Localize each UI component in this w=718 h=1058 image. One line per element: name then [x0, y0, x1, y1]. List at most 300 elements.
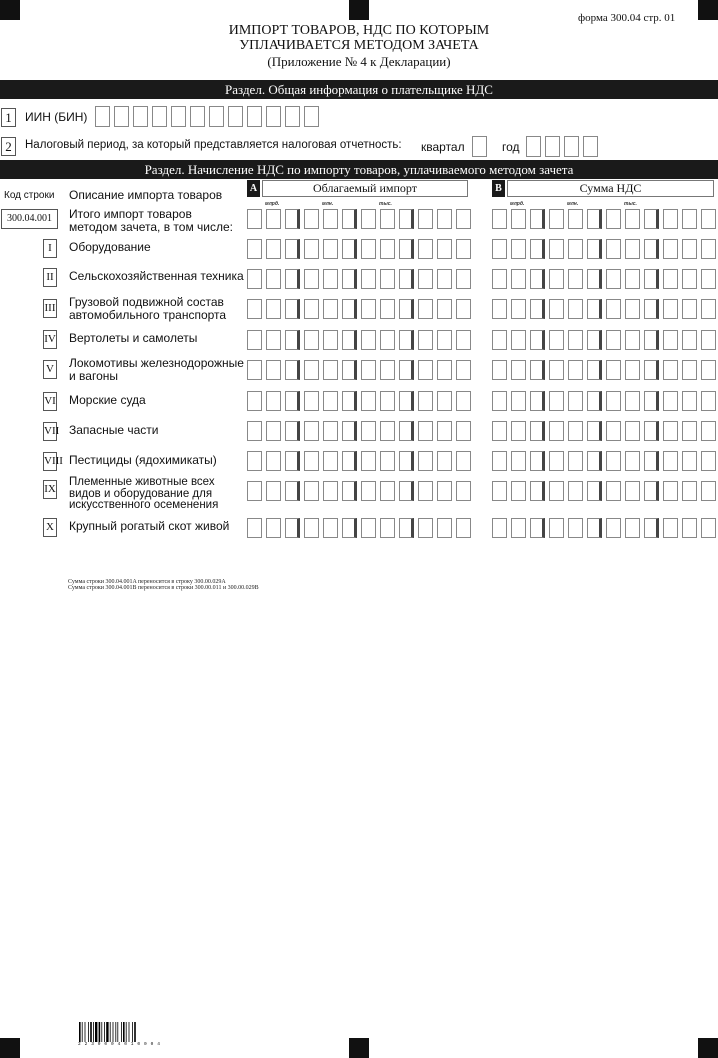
vat-amount-digit-cell[interactable] — [587, 421, 602, 441]
vat-amount-digit-cell[interactable] — [625, 481, 640, 501]
taxable-import-digit-cell[interactable] — [437, 360, 452, 380]
vat-amount-digit-cell[interactable] — [511, 451, 526, 471]
taxable-import-digit-cell[interactable] — [247, 299, 262, 319]
taxable-import-digit-cell[interactable] — [380, 421, 395, 441]
taxable-import-digit-cell[interactable] — [247, 239, 262, 259]
vat-amount-digit-cell[interactable] — [549, 421, 564, 441]
vat-amount-digit-cell[interactable] — [587, 209, 602, 229]
taxable-import-digit-cell[interactable] — [323, 451, 338, 471]
vat-amount-digit-cell[interactable] — [625, 518, 640, 538]
vat-amount-digit-cell[interactable] — [492, 239, 507, 259]
taxable-import-digit-cell[interactable] — [247, 269, 262, 289]
vat-amount-digit-cell[interactable] — [549, 299, 564, 319]
iin-digit-cell[interactable] — [171, 106, 186, 127]
taxable-import-digit-cell[interactable] — [304, 239, 319, 259]
taxable-import-digit-cell[interactable] — [437, 239, 452, 259]
taxable-import-digit-cell[interactable] — [456, 451, 471, 471]
vat-amount-digit-cell[interactable] — [511, 481, 526, 501]
main-row-code: 300.04.001 — [1, 209, 58, 229]
vat-amount-digit-cell[interactable] — [625, 269, 640, 289]
barcode-bar — [117, 1022, 118, 1042]
taxable-import-digit-cell[interactable] — [304, 481, 319, 501]
taxable-import-digit-cell[interactable] — [247, 391, 262, 411]
vat-amount-digit-cell[interactable] — [587, 391, 602, 411]
vat-amount-digit-cell[interactable] — [663, 330, 678, 350]
vat-amount-digit-cell[interactable] — [682, 299, 697, 319]
taxable-import-digit-cell[interactable] — [342, 269, 357, 289]
taxable-import-digit-cell[interactable] — [456, 209, 471, 229]
taxable-import-digit-cell[interactable] — [361, 518, 376, 538]
year-digit-cell[interactable] — [564, 136, 579, 157]
vat-amount-digit-cell[interactable] — [492, 299, 507, 319]
taxable-import-digit-cell[interactable] — [437, 391, 452, 411]
iin-digit-cell[interactable] — [285, 106, 300, 127]
taxable-import-digit-cell[interactable] — [285, 360, 300, 380]
vat-amount-digit-cell[interactable] — [511, 269, 526, 289]
vat-amount-digit-cell[interactable] — [606, 239, 621, 259]
vat-amount-digit-cell[interactable] — [568, 360, 583, 380]
vat-amount-digit-cell[interactable] — [568, 481, 583, 501]
iin-digit-cell[interactable] — [266, 106, 281, 127]
taxable-import-digit-cell[interactable] — [247, 421, 262, 441]
vat-amount-digit-cell[interactable] — [663, 360, 678, 380]
vat-amount-digit-cell[interactable] — [549, 518, 564, 538]
vat-amount-digit-cell[interactable] — [492, 518, 507, 538]
vat-amount-digit-cell[interactable] — [511, 421, 526, 441]
taxable-import-digit-cell[interactable] — [456, 360, 471, 380]
taxable-import-digit-cell[interactable] — [342, 421, 357, 441]
vat-amount-digit-cell[interactable] — [568, 330, 583, 350]
vat-amount-digit-cell[interactable] — [625, 451, 640, 471]
main-row-desc-line2: методом зачета, в том числе: — [69, 220, 233, 234]
taxable-import-digit-cell[interactable] — [342, 330, 357, 350]
vat-amount-digit-cell[interactable] — [644, 209, 659, 229]
vat-amount-digit-cell[interactable] — [606, 518, 621, 538]
taxable-import-digit-cell[interactable] — [399, 481, 414, 501]
vat-amount-digit-cell[interactable] — [644, 330, 659, 350]
vat-amount-digit-cell[interactable] — [606, 269, 621, 289]
taxable-import-digit-cell[interactable] — [456, 299, 471, 319]
taxable-import-digit-cell[interactable] — [323, 239, 338, 259]
vat-amount-digit-cell[interactable] — [625, 360, 640, 380]
taxable-import-digit-cell[interactable] — [323, 421, 338, 441]
taxable-import-digit-cell[interactable] — [399, 518, 414, 538]
taxable-import-digit-cell[interactable] — [304, 330, 319, 350]
taxable-import-digit-cell[interactable] — [456, 239, 471, 259]
vat-amount-digit-cell[interactable] — [511, 239, 526, 259]
taxable-import-digit-cell[interactable] — [342, 481, 357, 501]
vat-amount-digit-cell[interactable] — [644, 239, 659, 259]
vat-amount-digit-cell[interactable] — [511, 209, 526, 229]
taxable-import-digit-cell[interactable] — [304, 391, 319, 411]
taxable-import-digit-cell[interactable] — [266, 209, 281, 229]
taxable-import-digit-cell[interactable] — [323, 360, 338, 380]
iin-digit-cell[interactable] — [152, 106, 167, 127]
vat-amount-digit-cell[interactable] — [492, 451, 507, 471]
vat-amount-digit-cell[interactable] — [644, 451, 659, 471]
taxable-import-digit-cell[interactable] — [266, 299, 281, 319]
taxable-import-digit-cell[interactable] — [437, 299, 452, 319]
taxable-import-digit-cell[interactable] — [418, 518, 433, 538]
taxable-import-digit-cell[interactable] — [418, 391, 433, 411]
vat-amount-digit-cell[interactable] — [492, 330, 507, 350]
taxable-import-digit-cell[interactable] — [380, 269, 395, 289]
iin-digit-cell[interactable] — [304, 106, 319, 127]
taxable-import-digit-cell[interactable] — [399, 421, 414, 441]
iin-digit-cell[interactable] — [95, 106, 110, 127]
row-roman-numeral: V — [43, 360, 57, 379]
vat-amount-digit-cell[interactable] — [625, 299, 640, 319]
taxable-import-digit-cell[interactable] — [285, 269, 300, 289]
vat-amount-digit-cell[interactable] — [492, 421, 507, 441]
vat-amount-digit-cell[interactable] — [701, 518, 716, 538]
taxable-import-digit-cell[interactable] — [285, 518, 300, 538]
vat-amount-digit-cell[interactable] — [492, 391, 507, 411]
taxable-import-digit-cell[interactable] — [266, 360, 281, 380]
taxable-import-digit-cell[interactable] — [285, 421, 300, 441]
vat-amount-digit-cell[interactable] — [606, 421, 621, 441]
vat-amount-digit-cell[interactable] — [625, 330, 640, 350]
taxable-import-digit-cell[interactable] — [323, 391, 338, 411]
taxable-import-digit-cell[interactable] — [399, 269, 414, 289]
taxable-import-digit-cell[interactable] — [304, 451, 319, 471]
vat-amount-digit-cell[interactable] — [549, 239, 564, 259]
taxable-import-digit-cell[interactable] — [418, 299, 433, 319]
taxable-import-digit-cell[interactable] — [399, 360, 414, 380]
vat-amount-digit-cell[interactable] — [492, 209, 507, 229]
vat-amount-digit-cell[interactable] — [492, 269, 507, 289]
taxable-import-digit-cell[interactable] — [380, 209, 395, 229]
taxable-import-digit-cell[interactable] — [380, 481, 395, 501]
taxable-import-digit-cell[interactable] — [418, 481, 433, 501]
vat-amount-digit-cell[interactable] — [701, 299, 716, 319]
taxable-import-digit-cell[interactable] — [247, 518, 262, 538]
taxable-import-digit-cell[interactable] — [247, 451, 262, 471]
vat-amount-digit-cell[interactable] — [530, 299, 545, 319]
taxable-import-digit-cell[interactable] — [361, 299, 376, 319]
taxable-import-digit-cell[interactable] — [456, 481, 471, 501]
vat-amount-digit-cell[interactable] — [587, 269, 602, 289]
taxable-import-digit-cell[interactable] — [437, 518, 452, 538]
vat-amount-digit-cell[interactable] — [530, 391, 545, 411]
taxable-import-digit-cell[interactable] — [361, 269, 376, 289]
vat-amount-digit-cell[interactable] — [530, 481, 545, 501]
vat-amount-digit-cell[interactable] — [606, 360, 621, 380]
vat-amount-digit-cell[interactable] — [549, 209, 564, 229]
taxable-import-digit-cell[interactable] — [247, 360, 262, 380]
vat-amount-digit-cell[interactable] — [568, 391, 583, 411]
vat-amount-digit-cell[interactable] — [530, 518, 545, 538]
taxable-import-digit-cell[interactable] — [361, 391, 376, 411]
iin-digit-cell[interactable] — [228, 106, 243, 127]
taxable-import-digit-cell[interactable] — [323, 481, 338, 501]
vat-amount-digit-cell[interactable] — [549, 451, 564, 471]
vat-amount-digit-cell[interactable] — [587, 451, 602, 471]
quarter-input[interactable] — [472, 136, 487, 157]
vat-amount-digit-cell[interactable] — [549, 269, 564, 289]
vat-amount-digit-cell[interactable] — [644, 391, 659, 411]
taxable-import-digit-cell[interactable] — [361, 451, 376, 471]
vat-amount-digit-cell[interactable] — [530, 421, 545, 441]
vat-amount-digit-cell[interactable] — [663, 481, 678, 501]
vat-amount-digit-cell[interactable] — [644, 269, 659, 289]
taxable-import-digit-cell[interactable] — [304, 518, 319, 538]
taxable-import-digit-cell[interactable] — [380, 391, 395, 411]
taxable-import-digit-cell[interactable] — [361, 330, 376, 350]
vat-amount-digit-cell[interactable] — [530, 330, 545, 350]
taxable-import-digit-cell[interactable] — [285, 330, 300, 350]
vat-amount-digit-cell[interactable] — [663, 299, 678, 319]
taxable-import-digit-cell[interactable] — [380, 299, 395, 319]
taxable-import-digit-cell[interactable] — [342, 299, 357, 319]
vat-amount-digit-cell[interactable] — [549, 360, 564, 380]
vat-amount-digit-cell[interactable] — [682, 391, 697, 411]
vat-amount-digit-cell[interactable] — [663, 451, 678, 471]
vat-amount-digit-cell[interactable] — [682, 209, 697, 229]
vat-amount-digit-cell[interactable] — [568, 239, 583, 259]
taxable-import-digit-cell[interactable] — [247, 330, 262, 350]
taxable-import-digit-cell[interactable] — [266, 239, 281, 259]
vat-amount-digit-cell[interactable] — [587, 299, 602, 319]
iin-digit-cell[interactable] — [114, 106, 129, 127]
field-number-1: 1 — [1, 108, 16, 127]
row-roman-numeral: VIII — [43, 452, 57, 471]
taxable-import-digit-cell[interactable] — [304, 209, 319, 229]
vat-amount-digit-cell[interactable] — [663, 269, 678, 289]
taxable-import-digit-cell[interactable] — [437, 209, 452, 229]
taxable-import-digit-cell[interactable] — [247, 481, 262, 501]
vat-amount-digit-cell[interactable] — [587, 360, 602, 380]
row-roman-numeral: III — [43, 299, 57, 318]
year-digit-cell[interactable] — [583, 136, 598, 157]
taxable-import-digit-cell[interactable] — [285, 391, 300, 411]
taxable-import-digit-cell[interactable] — [266, 269, 281, 289]
vat-amount-digit-cell[interactable] — [663, 518, 678, 538]
taxable-import-digit-cell[interactable] — [456, 269, 471, 289]
vat-amount-digit-cell[interactable] — [511, 360, 526, 380]
vat-amount-digit-cell[interactable] — [682, 360, 697, 380]
vat-amount-digit-cell[interactable] — [625, 239, 640, 259]
year-digit-cell[interactable] — [526, 136, 541, 157]
barcode-bar — [129, 1022, 130, 1042]
vat-amount-digit-cell[interactable] — [701, 269, 716, 289]
taxable-import-digit-cell[interactable] — [456, 330, 471, 350]
vat-amount-digit-cell[interactable] — [682, 451, 697, 471]
iin-digit-cell[interactable] — [133, 106, 148, 127]
taxable-import-digit-cell[interactable] — [380, 451, 395, 471]
year-digit-cell[interactable] — [545, 136, 560, 157]
taxable-import-digit-cell[interactable] — [266, 330, 281, 350]
vat-amount-digit-cell[interactable] — [701, 360, 716, 380]
taxable-import-digit-cell[interactable] — [456, 391, 471, 411]
taxable-import-digit-cell[interactable] — [399, 209, 414, 229]
barcode-bar — [115, 1022, 116, 1042]
vat-amount-digit-cell[interactable] — [549, 481, 564, 501]
vat-amount-digit-cell[interactable] — [587, 481, 602, 501]
taxable-import-digit-cell[interactable] — [342, 391, 357, 411]
column-a-letter: A — [247, 180, 260, 197]
taxable-import-digit-cell[interactable] — [437, 421, 452, 441]
taxable-import-digit-cell[interactable] — [323, 269, 338, 289]
taxable-import-digit-cell[interactable] — [285, 239, 300, 259]
vat-amount-digit-cell[interactable] — [682, 239, 697, 259]
taxable-import-digit-cell[interactable] — [323, 299, 338, 319]
vat-amount-digit-cell[interactable] — [701, 391, 716, 411]
taxable-import-digit-cell[interactable] — [380, 360, 395, 380]
taxable-import-digit-cell[interactable] — [323, 518, 338, 538]
vat-amount-digit-cell[interactable] — [568, 451, 583, 471]
vat-amount-digit-cell[interactable] — [663, 239, 678, 259]
vat-amount-digit-cell[interactable] — [625, 421, 640, 441]
taxable-import-digit-cell[interactable] — [380, 239, 395, 259]
vat-amount-digit-cell[interactable] — [530, 239, 545, 259]
vat-amount-digit-cell[interactable] — [606, 330, 621, 350]
vat-amount-digit-cell[interactable] — [663, 421, 678, 441]
vat-amount-digit-cell[interactable] — [568, 518, 583, 538]
vat-amount-digit-cell[interactable] — [644, 518, 659, 538]
taxable-import-digit-cell[interactable] — [323, 330, 338, 350]
taxable-import-digit-cell[interactable] — [418, 239, 433, 259]
title-line-1: ИМПОРТ ТОВАРОВ, НДС ПО КОТОРЫМ — [228, 23, 490, 38]
taxable-import-digit-cell[interactable] — [285, 209, 300, 229]
vat-amount-digit-cell[interactable] — [568, 421, 583, 441]
vat-amount-digit-cell[interactable] — [587, 239, 602, 259]
vat-amount-digit-cell[interactable] — [568, 299, 583, 319]
taxable-import-digit-cell[interactable] — [456, 421, 471, 441]
vat-amount-digit-cell[interactable] — [606, 481, 621, 501]
taxable-import-digit-cell[interactable] — [399, 391, 414, 411]
vat-amount-digit-cell[interactable] — [682, 421, 697, 441]
vat-amount-digit-cell[interactable] — [701, 481, 716, 501]
vat-amount-digit-cell[interactable] — [606, 451, 621, 471]
taxable-import-digit-cell[interactable] — [361, 239, 376, 259]
taxable-import-digit-cell[interactable] — [266, 451, 281, 471]
vat-amount-digit-cell[interactable] — [625, 391, 640, 411]
taxable-import-digit-cell[interactable] — [437, 481, 452, 501]
taxable-import-digit-cell[interactable] — [418, 360, 433, 380]
taxable-import-digit-cell[interactable] — [342, 360, 357, 380]
vat-amount-digit-cell[interactable] — [568, 209, 583, 229]
taxable-import-digit-cell[interactable] — [285, 481, 300, 501]
taxable-import-digit-cell[interactable] — [418, 209, 433, 229]
vat-amount-digit-cell[interactable] — [701, 421, 716, 441]
description-column-header: Описание импорта товаров — [69, 188, 223, 202]
taxable-import-digit-cell[interactable] — [247, 209, 262, 229]
vat-amount-digit-cell[interactable] — [644, 481, 659, 501]
vat-amount-digit-cell[interactable] — [663, 391, 678, 411]
vat-amount-digit-cell[interactable] — [682, 269, 697, 289]
vat-amount-digit-cell[interactable] — [606, 299, 621, 319]
taxable-import-digit-cell[interactable] — [437, 330, 452, 350]
vat-amount-digit-cell[interactable] — [587, 518, 602, 538]
vat-amount-digit-cell[interactable] — [701, 451, 716, 471]
vat-amount-digit-cell[interactable] — [663, 209, 678, 229]
barcode-bar — [134, 1022, 136, 1042]
vat-amount-digit-cell[interactable] — [511, 330, 526, 350]
taxable-import-digit-cell[interactable] — [342, 451, 357, 471]
taxable-import-digit-cell[interactable] — [418, 421, 433, 441]
taxable-import-digit-cell[interactable] — [304, 421, 319, 441]
taxable-import-digit-cell[interactable] — [418, 330, 433, 350]
vat-amount-digit-cell[interactable] — [530, 209, 545, 229]
vat-amount-digit-cell[interactable] — [625, 209, 640, 229]
vat-amount-digit-cell[interactable] — [530, 360, 545, 380]
vat-amount-digit-cell[interactable] — [606, 391, 621, 411]
taxable-import-digit-cell[interactable] — [399, 239, 414, 259]
registration-mark-top-center — [349, 0, 369, 20]
vat-amount-digit-cell[interactable] — [492, 481, 507, 501]
vat-amount-digit-cell[interactable] — [701, 209, 716, 229]
taxable-import-digit-cell[interactable] — [342, 518, 357, 538]
taxable-import-digit-cell[interactable] — [361, 481, 376, 501]
iin-digit-cell[interactable] — [209, 106, 224, 127]
vat-amount-digit-cell[interactable] — [549, 330, 564, 350]
taxable-import-digit-cell[interactable] — [437, 269, 452, 289]
vat-amount-digit-cell[interactable] — [701, 330, 716, 350]
taxable-import-digit-cell[interactable] — [361, 209, 376, 229]
code-column-header: Код строки — [4, 190, 55, 201]
taxable-import-digit-cell[interactable] — [399, 330, 414, 350]
vat-amount-digit-cell[interactable] — [511, 518, 526, 538]
taxable-import-digit-cell[interactable] — [361, 360, 376, 380]
taxable-import-digit-cell[interactable] — [342, 239, 357, 259]
taxable-import-digit-cell[interactable] — [342, 209, 357, 229]
iin-digit-cell[interactable] — [190, 106, 205, 127]
vat-amount-digit-cell[interactable] — [644, 299, 659, 319]
taxable-import-digit-cell[interactable] — [456, 518, 471, 538]
vat-amount-digit-cell[interactable] — [606, 209, 621, 229]
taxable-import-digit-cell[interactable] — [361, 421, 376, 441]
taxable-import-digit-cell[interactable] — [399, 299, 414, 319]
row-roman-numeral: IV — [43, 330, 57, 349]
taxable-import-digit-cell[interactable] — [304, 360, 319, 380]
vat-amount-digit-cell[interactable] — [701, 239, 716, 259]
vat-amount-digit-cell[interactable] — [568, 269, 583, 289]
taxable-import-digit-cell[interactable] — [437, 451, 452, 471]
taxable-import-digit-cell[interactable] — [380, 518, 395, 538]
taxable-import-digit-cell[interactable] — [285, 299, 300, 319]
taxable-import-digit-cell[interactable] — [418, 269, 433, 289]
vat-amount-digit-cell[interactable] — [530, 269, 545, 289]
vat-amount-digit-cell[interactable] — [511, 299, 526, 319]
vat-amount-digit-cell[interactable] — [492, 360, 507, 380]
vat-amount-digit-cell[interactable] — [530, 451, 545, 471]
taxable-import-digit-cell[interactable] — [304, 299, 319, 319]
vat-amount-digit-cell[interactable] — [549, 391, 564, 411]
unit-tys-b: тыс. — [624, 201, 637, 207]
vat-amount-digit-cell[interactable] — [682, 518, 697, 538]
vat-amount-digit-cell[interactable] — [682, 481, 697, 501]
taxable-import-digit-cell[interactable] — [285, 451, 300, 471]
vat-amount-digit-cell[interactable] — [644, 360, 659, 380]
row-desc-line1: Пестициды (ядохимикаты) — [69, 453, 217, 467]
vat-amount-digit-cell[interactable] — [682, 330, 697, 350]
row-desc-line2: видов и оборудование для — [69, 487, 213, 500]
vat-amount-digit-cell[interactable] — [587, 330, 602, 350]
taxable-import-digit-cell[interactable] — [266, 391, 281, 411]
taxable-import-digit-cell[interactable] — [266, 421, 281, 441]
taxable-import-digit-cell[interactable] — [323, 209, 338, 229]
taxable-import-digit-cell[interactable] — [399, 451, 414, 471]
vat-amount-digit-cell[interactable] — [511, 391, 526, 411]
taxable-import-digit-cell[interactable] — [266, 518, 281, 538]
taxable-import-digit-cell[interactable] — [304, 269, 319, 289]
taxable-import-digit-cell[interactable] — [266, 481, 281, 501]
vat-amount-digit-cell[interactable] — [644, 421, 659, 441]
taxable-import-digit-cell[interactable] — [418, 451, 433, 471]
iin-digit-cell[interactable] — [247, 106, 262, 127]
taxable-import-digit-cell[interactable] — [380, 330, 395, 350]
